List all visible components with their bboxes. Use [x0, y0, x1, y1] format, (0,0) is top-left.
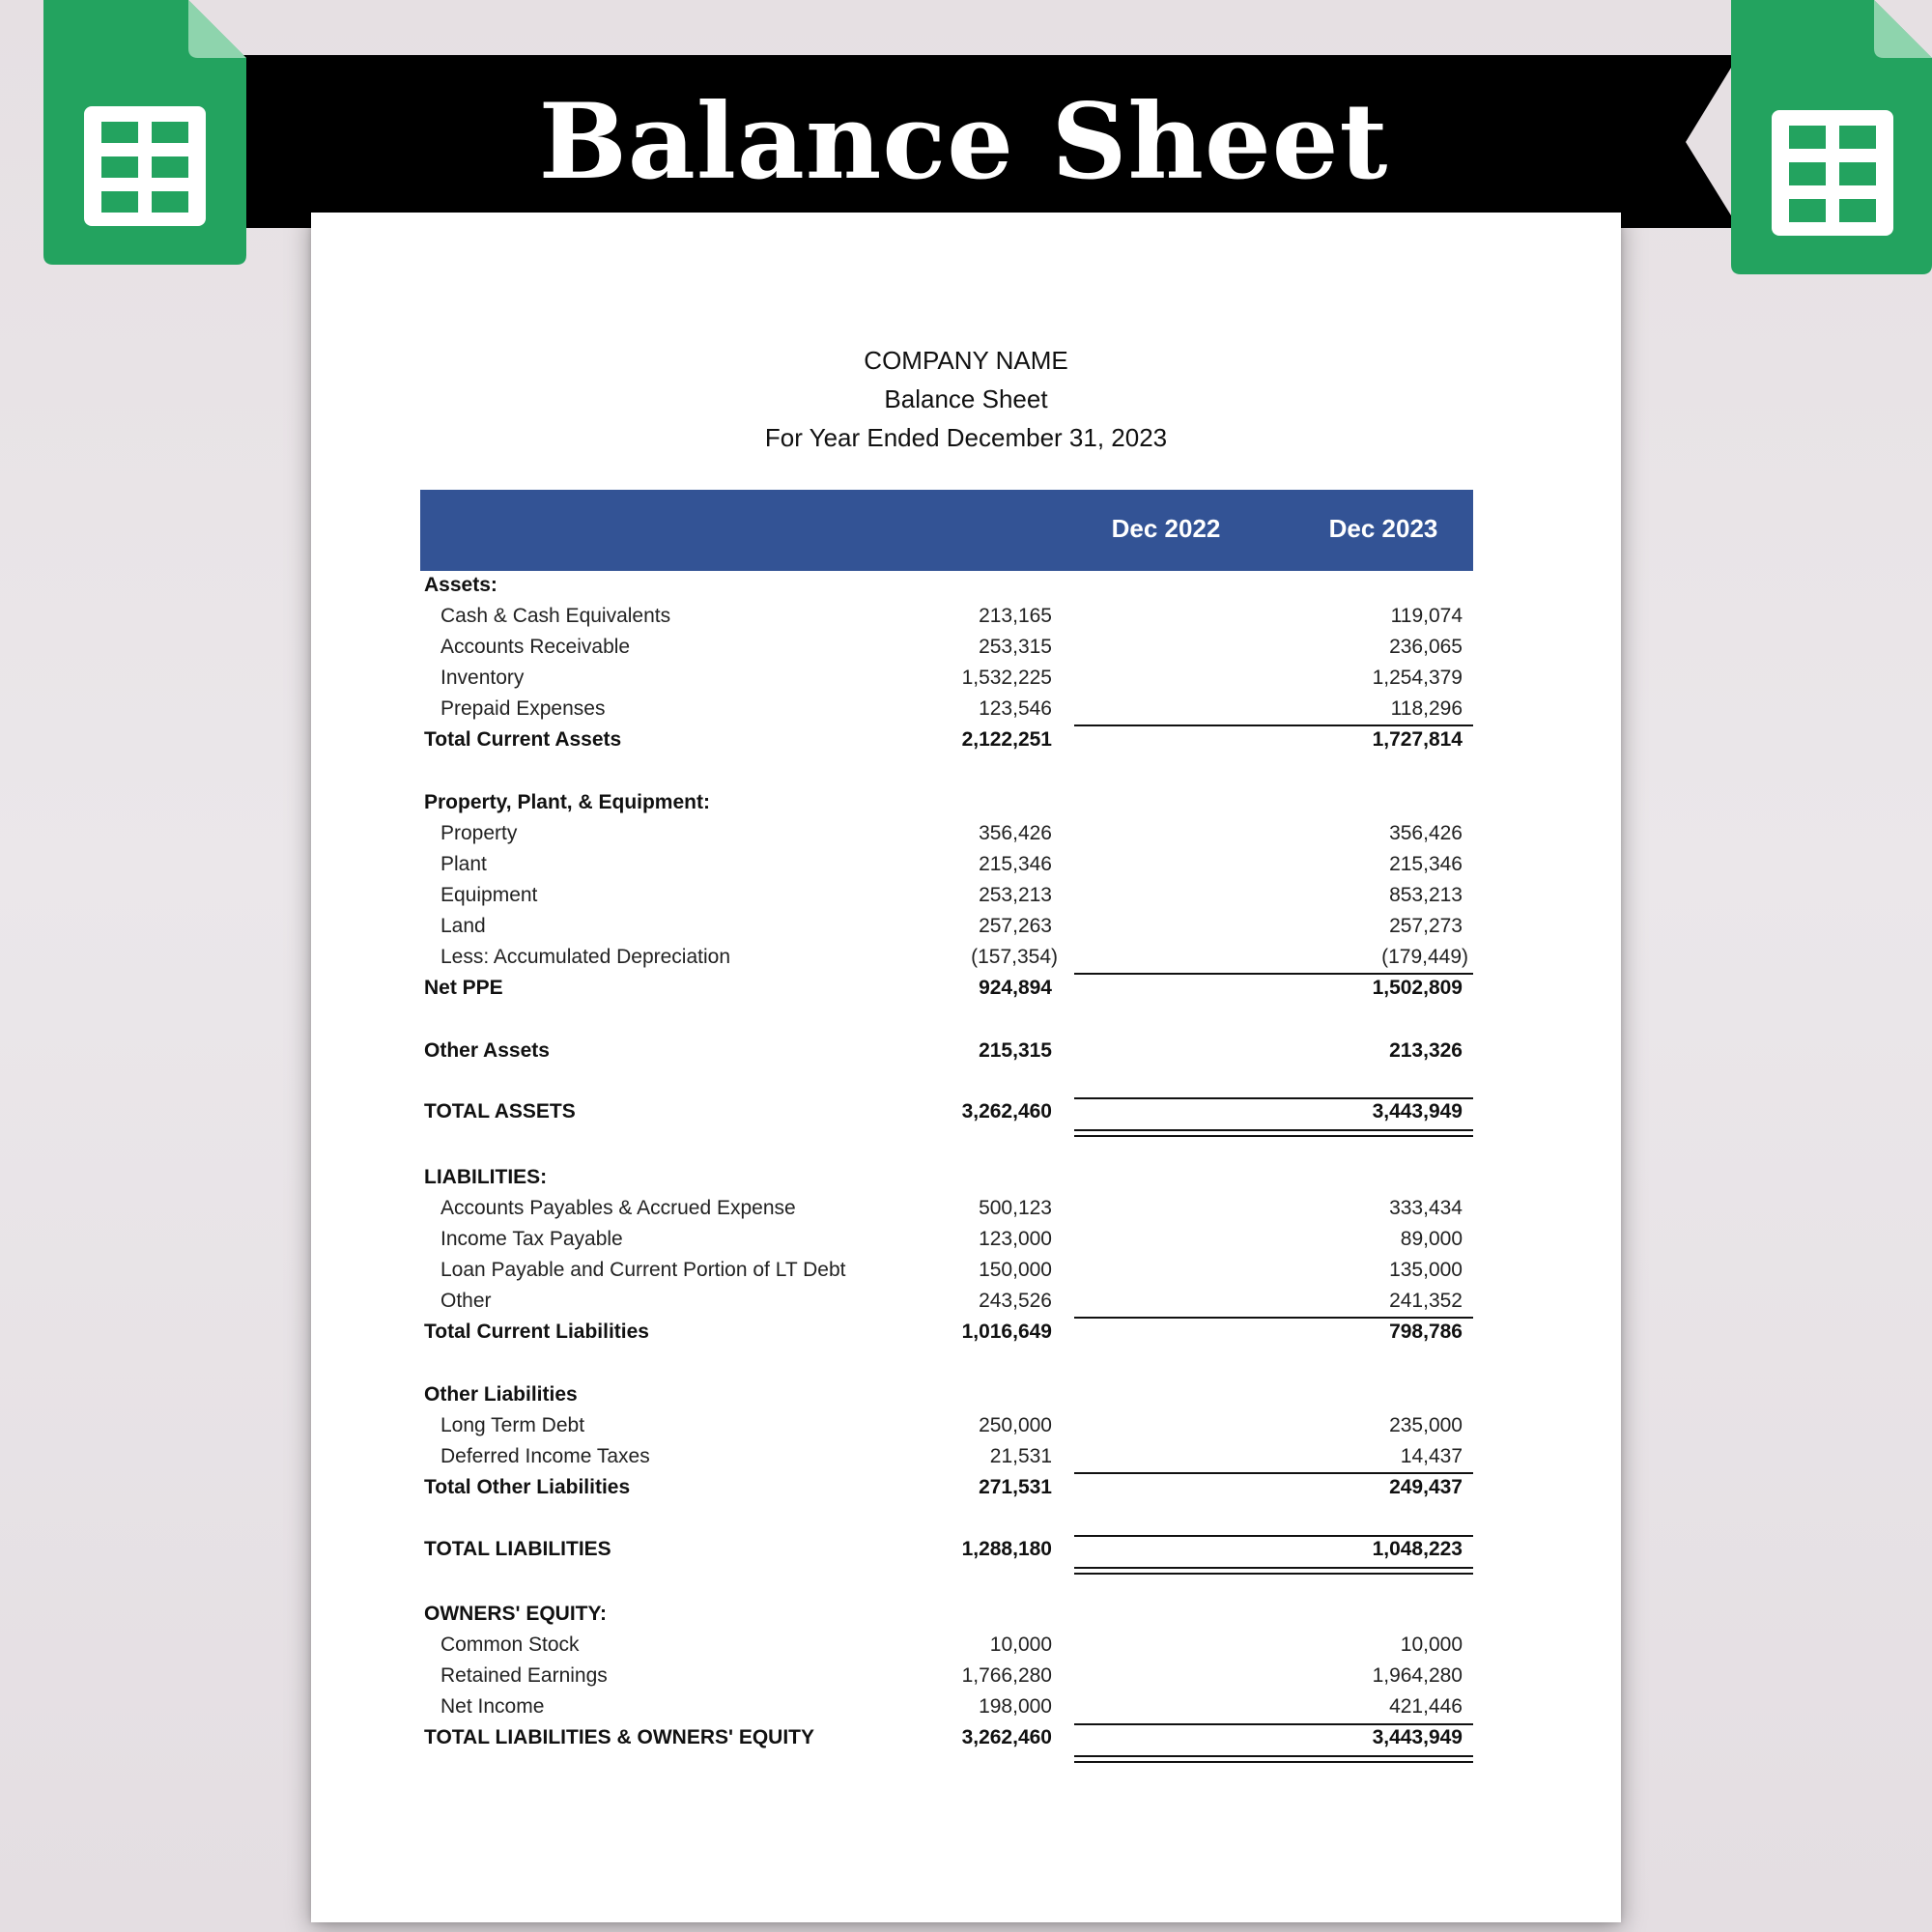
- table-row: [420, 663, 1473, 694]
- table-row: [420, 880, 1473, 911]
- value-dec-2022: 3,262,460: [961, 1100, 1052, 1122]
- value-dec-2023: 3,443,949: [1372, 1726, 1463, 1748]
- value-dec-2023: 89,000: [1400, 1228, 1463, 1250]
- table-row: [420, 1096, 1473, 1127]
- underline-rule: [1292, 724, 1473, 726]
- row-label: Other Liabilities: [424, 1383, 578, 1406]
- row-label: Property: [440, 822, 518, 844]
- value-dec-2022: 924,894: [979, 977, 1052, 999]
- underline-rule: [1292, 1535, 1473, 1537]
- row-label: Other Assets: [424, 1039, 550, 1062]
- row-label: Plant: [440, 853, 487, 875]
- row-label: OWNERS' EQUITY:: [424, 1603, 607, 1625]
- value-dec-2022: 253,315: [979, 636, 1052, 658]
- value-dec-2022: 3,262,460: [961, 1726, 1052, 1748]
- table-row: [420, 1286, 1473, 1317]
- row-label: Retained Earnings: [440, 1664, 608, 1687]
- value-dec-2023: 421,446: [1389, 1695, 1463, 1718]
- document-period: For Year Ended December 31, 2023: [764, 423, 1168, 452]
- value-dec-2023: 1,727,814: [1372, 728, 1463, 751]
- value-dec-2022: 150,000: [979, 1259, 1052, 1281]
- row-label: Net PPE: [424, 977, 503, 999]
- table-row: [420, 973, 1473, 1004]
- underline-rule: [1292, 1317, 1473, 1319]
- table-row: [420, 724, 1473, 755]
- row-label: TOTAL LIABILITIES & OWNERS' EQUITY: [424, 1726, 815, 1748]
- value-dec-2023: 213,326: [1389, 1039, 1463, 1062]
- table-row: [420, 601, 1473, 632]
- underline-rule: [1292, 1761, 1473, 1763]
- table-row: [420, 570, 1473, 601]
- row-label: LIABILITIES:: [424, 1166, 548, 1188]
- value-dec-2022: 123,546: [979, 697, 1052, 720]
- value-dec-2023: 241,352: [1389, 1290, 1463, 1312]
- value-dec-2023: 798,786: [1389, 1321, 1463, 1343]
- table-row: [420, 1722, 1473, 1753]
- value-dec-2023: 1,964,280: [1372, 1664, 1463, 1687]
- value-dec-2022: 253,213: [979, 884, 1052, 906]
- value-dec-2023: 356,426: [1389, 822, 1463, 844]
- value-dec-2023: 333,434: [1389, 1197, 1463, 1219]
- value-dec-2022: 123,000: [979, 1228, 1052, 1250]
- banner-title: Balance Sheet: [538, 80, 1389, 203]
- row-label: Assets:: [424, 574, 497, 596]
- row-label: Equipment: [440, 884, 538, 906]
- table-row: [420, 1472, 1473, 1503]
- value-dec-2022: 243,526: [979, 1290, 1052, 1312]
- row-label: Deferred Income Taxes: [440, 1445, 650, 1467]
- table-row: [420, 911, 1473, 942]
- table-row: [420, 1379, 1473, 1410]
- value-dec-2023: 1,048,223: [1372, 1538, 1463, 1560]
- table-row: [420, 818, 1473, 849]
- value-dec-2022: 215,315: [979, 1039, 1052, 1062]
- table-row: [420, 1630, 1473, 1661]
- table-row: [420, 942, 1473, 973]
- underline-rule: [1292, 1723, 1473, 1725]
- value-dec-2023: 119,074: [1390, 605, 1463, 627]
- table-row: [420, 694, 1473, 724]
- sheets-icon: [1731, 0, 1932, 274]
- row-label: Property, Plant, & Equipment:: [424, 791, 710, 813]
- row-label: Inventory: [440, 667, 525, 689]
- value-dec-2022: 257,263: [979, 915, 1052, 937]
- row-label: Total Current Liabilities: [424, 1321, 649, 1343]
- value-dec-2023: 249,437: [1389, 1476, 1463, 1498]
- column-header-dec-2023: Dec 2023: [1328, 514, 1438, 543]
- value-dec-2022: 213,165: [979, 605, 1052, 627]
- row-label: Accounts Receivable: [440, 636, 631, 658]
- underline-rule: [1292, 1472, 1473, 1474]
- value-dec-2022: 1,766,280: [961, 1664, 1052, 1687]
- value-dec-2022: 1,288,180: [961, 1538, 1052, 1560]
- table-row: [420, 1410, 1473, 1441]
- table-row: [420, 1534, 1473, 1565]
- value-dec-2023: 257,273: [1389, 915, 1463, 937]
- value-dec-2022: 1,016,649: [961, 1321, 1052, 1343]
- table-row: [420, 1162, 1473, 1193]
- value-dec-2022: 215,346: [979, 853, 1052, 875]
- value-dec-2023: 853,213: [1389, 884, 1463, 906]
- value-dec-2023: 3,443,949: [1372, 1100, 1463, 1122]
- value-dec-2022: 1,532,225: [961, 667, 1052, 689]
- table-row: [420, 632, 1473, 663]
- underline-rule: [1292, 1129, 1473, 1131]
- row-label: Land: [440, 915, 486, 937]
- table-row: [420, 1317, 1473, 1348]
- row-label: TOTAL ASSETS: [424, 1100, 576, 1122]
- value-dec-2022: 198,000: [979, 1695, 1052, 1718]
- value-dec-2023: 215,346: [1389, 853, 1463, 875]
- table-row: [420, 1691, 1473, 1722]
- table-row: [420, 1193, 1473, 1224]
- row-label: Long Term Debt: [440, 1414, 585, 1436]
- table-row: [420, 1224, 1473, 1255]
- row-label: Net Income: [440, 1695, 545, 1718]
- sheets-icon: [43, 0, 246, 265]
- value-dec-2023: 235,000: [1389, 1414, 1463, 1436]
- table-row: [420, 849, 1473, 880]
- value-dec-2023: 14,437: [1400, 1445, 1463, 1467]
- table-row: [420, 1255, 1473, 1286]
- table-row: [420, 1441, 1473, 1472]
- column-header-dec-2022: Dec 2022: [1111, 514, 1221, 543]
- value-dec-2022: (157,354): [971, 946, 1058, 968]
- row-label: Loan Payable and Current Portion of LT Debt: [440, 1259, 846, 1281]
- underline-rule: [1292, 973, 1473, 975]
- company-name: COMPANY NAME: [864, 346, 1068, 375]
- row-label: Total Current Assets: [424, 728, 622, 751]
- table-row: [420, 1661, 1473, 1691]
- value-dec-2023: 1,254,379: [1372, 667, 1463, 689]
- underline-rule: [1292, 1567, 1473, 1569]
- value-dec-2022: 500,123: [979, 1197, 1052, 1219]
- value-dec-2022: 2,122,251: [961, 728, 1052, 751]
- table-row: [420, 787, 1473, 818]
- value-dec-2023: 118,296: [1390, 697, 1463, 720]
- value-dec-2022: 250,000: [979, 1414, 1052, 1436]
- value-dec-2023: 135,000: [1389, 1259, 1463, 1281]
- table-row: [420, 1036, 1473, 1066]
- underline-rule: [1292, 1755, 1473, 1757]
- table-row: [420, 1599, 1473, 1630]
- underline-rule: [1292, 1097, 1473, 1099]
- row-label: Accounts Payables & Accrued Expense: [440, 1197, 796, 1219]
- row-label: Prepaid Expenses: [440, 697, 606, 720]
- value-dec-2023: 236,065: [1389, 636, 1463, 658]
- value-dec-2023: 1,502,809: [1372, 977, 1463, 999]
- value-dec-2022: 356,426: [979, 822, 1052, 844]
- row-label: Less: Accumulated Depreciation: [440, 946, 730, 968]
- row-label: TOTAL LIABILITIES: [424, 1538, 611, 1560]
- value-dec-2022: 10,000: [989, 1634, 1052, 1656]
- row-label: Total Other Liabilities: [424, 1476, 631, 1498]
- value-dec-2022: 271,531: [979, 1476, 1052, 1498]
- underline-rule: [1292, 1135, 1473, 1137]
- row-label: Income Tax Payable: [440, 1228, 623, 1250]
- row-label: Other: [440, 1290, 492, 1312]
- document-title: Balance Sheet: [884, 384, 1048, 413]
- value-dec-2023: 10,000: [1400, 1634, 1463, 1656]
- value-dec-2023: (179,449): [1381, 946, 1468, 968]
- underline-rule: [1292, 1573, 1473, 1575]
- value-dec-2022: 21,531: [989, 1445, 1052, 1467]
- row-label: Cash & Cash Equivalents: [440, 605, 671, 627]
- row-label: Common Stock: [440, 1634, 580, 1656]
